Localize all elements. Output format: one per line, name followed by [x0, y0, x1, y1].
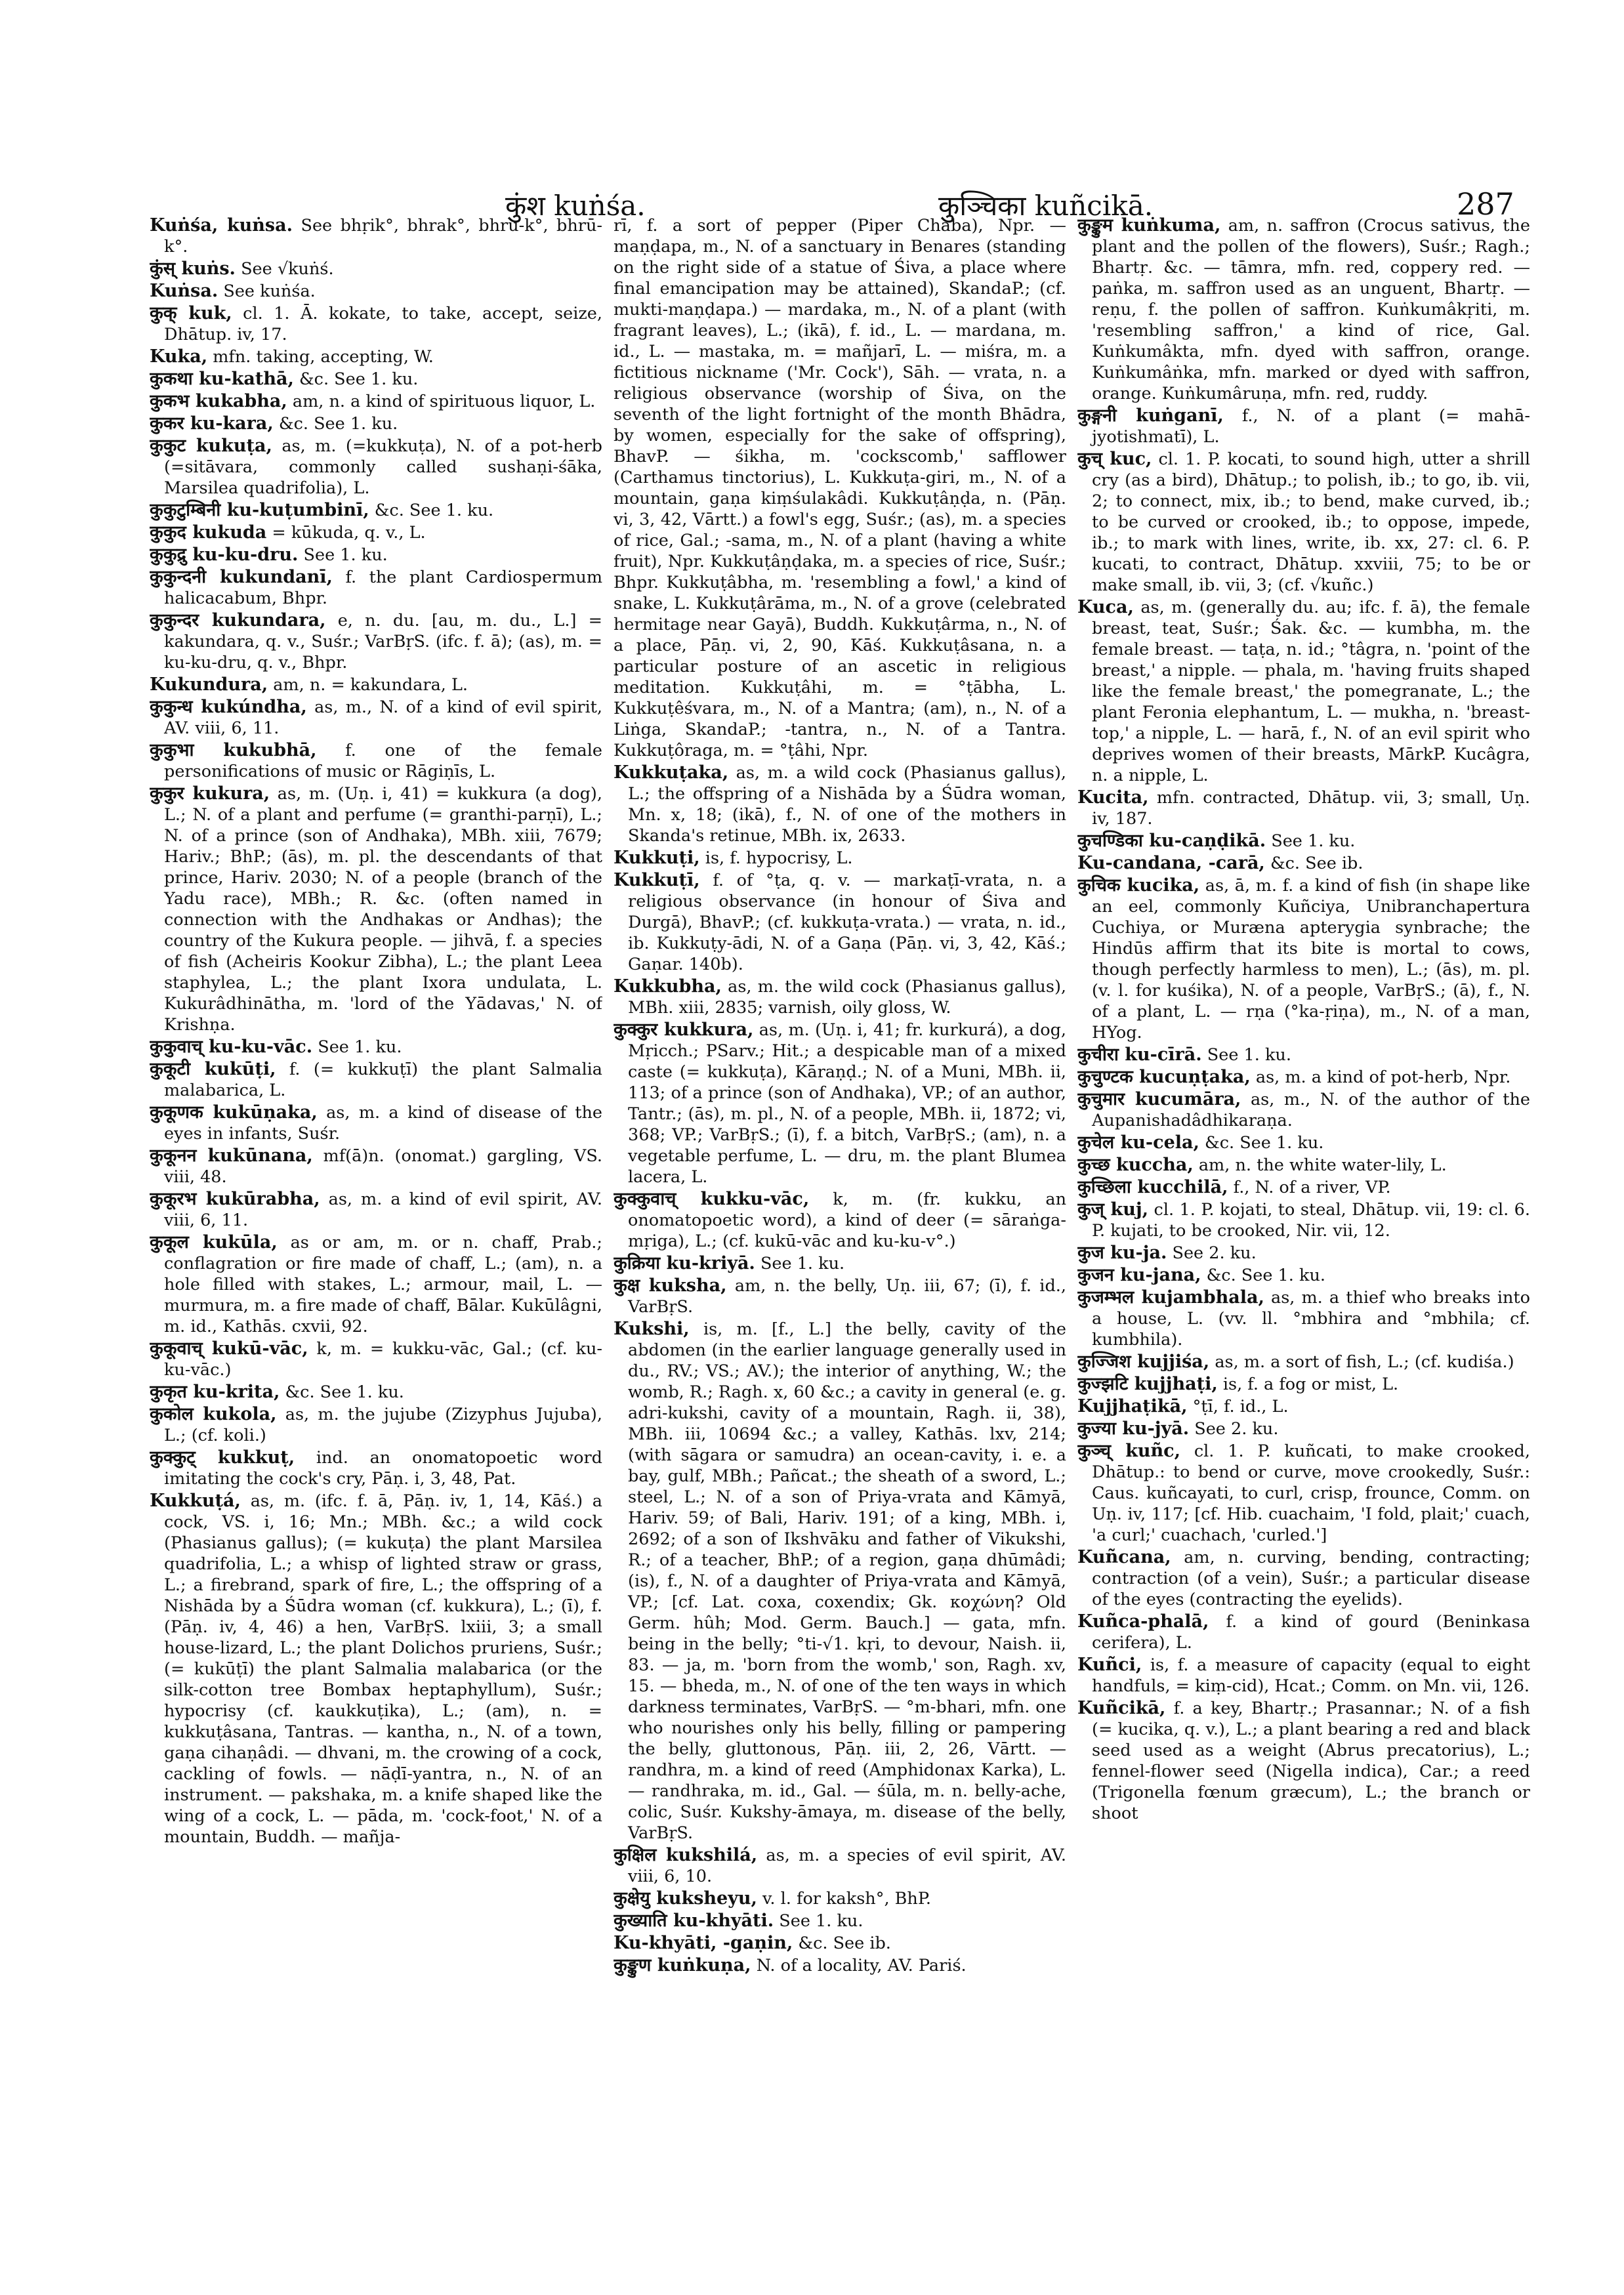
dictionary-entry: [1077, 1132, 1530, 1153]
entry-definition: N. of a locality, AV. Pariś.: [756, 1956, 967, 1975]
entry-definition: am, n. the belly, Uṇ. iii, 67; (ī), f. id., VarBṛS.: [628, 1276, 1066, 1317]
entry-headword: कुकृत ku-krita,: [150, 1382, 280, 1402]
dictionary-entry: [150, 281, 602, 302]
dictionary-entry: [150, 1189, 602, 1231]
entry-headword: कुकुट kukuṭa,: [150, 436, 272, 456]
dictionary-entry: [150, 258, 602, 279]
dictionary-entry: [1077, 1441, 1530, 1546]
dictionary-entry: [614, 1189, 1066, 1252]
entry-definition: as, m. a species of evil spirit, AV. viii, 6, 10.: [628, 1846, 1066, 1886]
dictionary-entry: [150, 697, 602, 739]
entry-definition: v. l. for kaksh°, BhP.: [762, 1889, 931, 1909]
entry-headword: कुचिक kucika,: [1077, 875, 1200, 896]
entry-definition: is, f. a measure of capacity (equal to eight handfuls, = kiṃ-cid), Hcat.; Comm. on Mn. vii, 126.: [1092, 1655, 1530, 1696]
dictionary-entry: [150, 1102, 602, 1144]
dictionary-entry: [614, 1911, 1066, 1932]
entry-headword: Kuñcikā,: [1077, 1698, 1166, 1718]
dictionary-entry: [1077, 597, 1530, 786]
dictionary-entry: [150, 567, 602, 609]
entry-definition: as, m. a sort of fish, L.; (cf. kudiśa.): [1215, 1352, 1514, 1372]
dictionary-entry: [150, 500, 602, 521]
entry-definition: f. the plant Cardiospermum halicacabum, Bhpr.: [164, 568, 602, 608]
dictionary-entry: [1077, 449, 1530, 596]
entry-definition: as, m. (generally du. au; ifc. f. ā), the female breast, teat, Suśr.; Śak. &c. — kumbha, m. the female breast. — taṭa, n. id.; °tâgra, n. 'point of the breast,' a nipple. — phala, m. 'having fruits shaped like the female breast,' the pomegranate, L.; the plant Feronia elephantum, L. — mukha, n. 'breast-top,' a nipple, L. — harā, f., N. of an evil spirit who deprives women of their breasts, MārkP. Kucâgra, n. a nipple, L.: [1092, 598, 1530, 785]
column-right: [1077, 215, 1530, 2269]
entry-headword: कुक्षिल kukshilá,: [614, 1845, 758, 1865]
entry-headword: कुकुद्रु ku-ku-dru.: [150, 545, 299, 565]
entry-headword: कुकुन्दर kukundara,: [150, 610, 326, 631]
entry-headword: कुक्कुर kukkura,: [614, 1020, 754, 1040]
entry-definition: cl. 1. P. kocati, to sound high, utter a shrill cry (as a bird), Dhātup.; to polish, ib.; to go, ib. vii, 2; to connect, mix, ib.; to bend, make curved, ib.; to be curved or crooked, ib.; to oppose, impede, ib.; to mark with lines, write, ib. xx, 27: cl. 6. P. kucati, to contract, Dhātup. xxviii, 75; to be or make small, ib. vii, 3; (cf. √kuñc.): [1092, 449, 1530, 595]
entry-definition: as, m. a thief who breaks into a house, L. (vv. ll. °mbhira and °mbhila; cf. kumbhila).: [1092, 1288, 1530, 1350]
entry-headword: कुक्कुवाच् kukku-vāc,: [614, 1189, 810, 1209]
entry-definition: is, f. hypocrisy, L.: [705, 848, 853, 868]
entry-definition: f. a kind of gourd (Beninkasa cerifera), L.: [1092, 1612, 1530, 1653]
entry-definition: ind. an onomatopoetic word imitating the cock's cry, Pāṇ. i, 3, 48, Pat.: [164, 1448, 602, 1489]
entry-definition: f. a key, Bhartṛ.; Prasannar.; N. of a fish (= kucika, q. v.), L.; a plant bearing a red and black seed used as a weight (Abrus precatorius), L.; fennel-flower seed (Nigella indica), Car.; a reed (Trigonella fœnum græcum), L.; the branch or shoot: [1092, 1699, 1530, 1823]
dictionary-entry: [614, 1933, 1066, 1954]
entry-headword: कुक्कुट् kukkuṭ,: [150, 1447, 295, 1468]
entry-headword: Kuca,: [1077, 597, 1134, 617]
entry-definition: &c. See 1. ku.: [1205, 1133, 1324, 1153]
entry-headword: कुकुभा kukubhā,: [150, 740, 317, 760]
entry-definition: See 2. ku.: [1194, 1419, 1279, 1439]
entry-definition: is, f. a fog or mist, L.: [1222, 1375, 1399, 1394]
entry-definition: °ṭī, f. id., L.: [1192, 1397, 1289, 1416]
dictionary-entry: [150, 1338, 602, 1380]
entry-definition: as, m. (ifc. f. ā, Pāṇ. iv, 1, 14, Kāś.) a cock, VS. i, 16; Mn.; MBh. &c.; a wild cock (Phasianus gallus); (= kukuṭa) the plant Marsilea quadrifolia, L.; a whisp of lighted straw or grass, L.; a firebrand, spark of fire, L.; the offspring of a Nishāda by a Śūdra woman (cf. kukkura), L.; (ī), f. (Pāṇ. iv, 4, 46) a hen, VarBṛS. lxiii, 3; a small house-lizard, L.; the plant Dolichos pruriens, Suśr.; (= kukūṭī) the plant Salmalia malabarica (or the silk-cotton tree Bombax heptaphyllum), Suśr.; hypocrisy (cf. kaukkuṭika), L.; (am), n. = kukkuṭâsana, Tantras. — kantha, n., N. of a town, gaṇa cihaṇâdi. — dhvani, m. the crowing of a cock, cackling of fowls. — nāḍī-yantra, n., N. of an instrument. — pakshaka, m. a knife shaped like the wing of a cock, L. — pāda, m. 'cock-foot,' N. of a mountain, Buddh. — mañja-: [164, 1491, 602, 1847]
entry-headword: कुकूटी kukūṭi,: [150, 1059, 276, 1079]
entry-definition: &c. See 1. ku.: [285, 1382, 404, 1402]
entry-headword: कुञ्च् kuñc,: [1077, 1441, 1180, 1461]
entry-definition: &c. See 1. ku.: [1206, 1266, 1325, 1285]
entry-headword: कुकर ku-kara,: [150, 413, 274, 434]
dictionary-entry: [1077, 1044, 1530, 1065]
dictionary-entry: [150, 740, 602, 782]
entry-definition: mfn. taking, accepting, W.: [213, 347, 434, 367]
entry-definition: See bhṛik°, bhrak°, bhru-k°, bhrū-k°.: [164, 216, 602, 257]
entry-headword: Kukshi,: [614, 1319, 690, 1339]
entry-headword: Kukkuṭi,: [614, 848, 700, 868]
dictionary-entry: [1077, 1155, 1530, 1176]
entry-definition: as, m. a kind of disease of the eyes in infants, Suśr.: [164, 1103, 602, 1144]
dictionary-entry: [1077, 405, 1530, 447]
entry-definition: as, m. a kind of evil spirit, AV. viii, 6, 11.: [164, 1189, 602, 1230]
entry-definition: &c. See 1. ku.: [374, 501, 494, 520]
entry-definition: e, n. du. [au, m. du., L.] = kakundara, q. v., Suśr.; VarBṛS. (ifc. f. ā); (as), m. = ku-ku-dru, q. v., Bhpr.: [164, 611, 602, 672]
entry-headword: कुख्याति ku-khyāti.: [614, 1911, 774, 1931]
entry-headword: Kuñca-phalā,: [1077, 1611, 1209, 1632]
entry-headword: कुचेल ku-cela,: [1077, 1132, 1199, 1153]
entry-definition: k, m. = kukku-vāc, Gal.; (cf. ku-ku-vāc.): [164, 1339, 602, 1380]
entry-definition: &c. See ib.: [1270, 854, 1364, 873]
entry-definition: as, m. (=kukkuṭa), N. of a pot-herb (=sitāvara, commonly called sushaṇi-śāka, Marsilea quadrifolia), L.: [164, 436, 602, 498]
dictionary-entry: [150, 610, 602, 673]
dictionary-entry: [614, 762, 1066, 846]
entry-headword: Ku-khyāti, -gaṇin,: [614, 1933, 793, 1953]
dictionary-entry: [614, 1955, 1066, 1976]
entry-headword: कुङ्कुम kuṅkuma,: [1077, 215, 1221, 236]
entry-headword: कुचीरा ku-cīrā.: [1077, 1044, 1202, 1065]
dictionary-entry: [150, 413, 602, 434]
dictionary-entry: [1077, 1265, 1530, 1286]
entry-headword: कुचुमार kucumāra,: [1077, 1089, 1241, 1109]
entry-definition: mf(ā)n. (onomat.) gargling, VS. viii, 48.: [164, 1146, 602, 1187]
entry-definition: See √kuṅś.: [241, 259, 334, 279]
entry-headword: Kuṅśa, kuṅsa.: [150, 215, 293, 236]
dictionary-entry: [614, 870, 1066, 975]
dictionary-entry: [150, 346, 602, 367]
entry-headword: कुचण्डिका ku-caṇḍikā.: [1077, 831, 1266, 851]
dictionary-entry: [150, 436, 602, 499]
entry-definition: = kūkuda, q. v., L.: [272, 523, 426, 543]
dictionary-entry: [1077, 1418, 1530, 1439]
dictionary-entry: [1077, 831, 1530, 852]
dictionary-entry: [1077, 1547, 1530, 1610]
entry-definition: am, n. the white water-lily, L.: [1198, 1155, 1447, 1175]
entry-headword: कुङ्गनी kuṅganī,: [1077, 405, 1224, 426]
entry-headword: कुकुटुम्बिनी ku-kuṭumbinī,: [150, 500, 369, 520]
entry-headword: कुकोल kukola,: [150, 1404, 277, 1424]
dictionary-entry: [1077, 1611, 1530, 1653]
dictionary-entry: [150, 674, 602, 695]
entry-definition: rī, f. a sort of pepper (Piper Chaba), Npr. — maṇḍapa, m., N. of a sanctuary in Benares (standing on the right side of a statue of Śiva, a place where final emancipation may be attained), SkandaP.; (cf. mukti-maṇḍapa.) — mardaka, m., N. of a plant (with fragrant leaves), L.; (ikā), f. id., L. — mardana, m. id., L. — mastaka, m. = mañjarī, L. — miśra, m. a fictitious nickname ('Mr. Cock'), Sāh. — vrata, n. a religious observance (worship of Śiva, on the seventh of the light fortnight of the month Bhādra, by women, especially for the sake of offspring), BhavP. — śikha, m. 'cockscomb,' safflower (Carthamus tinctorius), L. Kukkuṭa-giri, m., N. of a mountain, gaṇa kiṃśulakâdi. Kukkuṭâṇḍa, n. (Pāṇ. vi, 3, 42, Vārtt.) a fowl's egg, Suśr.; (as), m. a species of rice, Gal.; -sama, m., N. of a plant (having a white fruit), Npr. Kukkuṭâṇḍaka, m. a species of rice, Suśr.; Bhpr. Kukkuṭâbha, m. 'resembling a fowl,' a kind of snake, L. Kukkuṭârāma, m., N. of a grove (celebrated hermitage near Gayā), Buddh. Kukkuṭârma, n., N. of a place, Pāṇ. vi, 2, 90, Kāś. Kukkuṭâsana, n. a particular posture of an ascetic in religious meditation. Kukkuṭâhi, m. = °ṭābha, L. Kukkuṭêśvara, m., N. of a Mantra; (am), n., N. of a Liṅga, SkandaP.; -tantra, n., N. of a Tantra. Kukkuṭôraga, m. = °ṭâhi, Npr.: [614, 216, 1066, 760]
entry-headword: Kuṅsa.: [150, 281, 219, 301]
entry-headword: कुंस् kuṅs.: [150, 258, 236, 279]
entry-definition: f. one of the female personifications of music or Rāgiṇīs, L.: [164, 741, 602, 781]
dictionary-entry: [614, 215, 1066, 761]
dictionary-entry: [150, 1382, 602, 1403]
entry-definition: cl. 1. P. kojati, to steal, Dhātup. vii, 19: cl. 6. P. kujati, to be crooked, Nir. vii, 12.: [1092, 1200, 1530, 1241]
dictionary-entry: [150, 1491, 602, 1848]
dictionary-entry: [1077, 1698, 1530, 1824]
dictionary-entry: [150, 1447, 602, 1489]
entry-headword: कुक्रिया ku-kriyā.: [614, 1253, 755, 1273]
entry-headword: Kukkuṭá,: [150, 1491, 241, 1511]
dictionary-entry: [614, 848, 1066, 869]
entry-headword: Kucita,: [1077, 787, 1149, 808]
entry-headword: कुकथा ku-kathā,: [150, 369, 294, 389]
entry-headword: कुज्झटि kujjhaṭi,: [1077, 1374, 1218, 1394]
entry-headword: Kuñcana,: [1077, 1547, 1171, 1567]
dictionary-entry: [1077, 1067, 1530, 1088]
dictionary-entry: [1077, 1177, 1530, 1198]
entry-definition: f. (= kukkuṭī) the plant Salmalia malabarica, L.: [164, 1060, 602, 1100]
dictionary-entry: [150, 303, 602, 345]
entry-definition: See kuṅśa.: [223, 281, 316, 301]
entry-headword: कुकुद kukuda: [150, 522, 267, 543]
dictionary-entry: [150, 1146, 602, 1188]
entry-definition: See 2. ku.: [1172, 1243, 1257, 1263]
entry-definition: See 1. ku.: [779, 1911, 864, 1931]
entry-headword: कुज्या ku-jyā.: [1077, 1418, 1190, 1439]
dictionary-entry: [1077, 1396, 1530, 1417]
entry-definition: f., N. of a plant (= mahā-jyotishmatī), L.: [1092, 406, 1530, 447]
entry-definition: See 1. ku.: [318, 1037, 402, 1057]
entry-definition: as, m. the jujube (Zizyphus Jujuba), L.; (cf. koli.): [164, 1405, 602, 1445]
entry-headword: कुचुण्टक kucuṇṭaka,: [1077, 1067, 1251, 1087]
entry-definition: &c. See 1. ku.: [278, 414, 398, 434]
dictionary-entry: [150, 1404, 602, 1446]
entry-definition: k, m. (fr. kukku, an onomatopoetic word), a kind of deer (= sāraṅga-mṛiga), L.; (cf. kukū-vāc and ku-ku-v°.): [628, 1189, 1066, 1251]
page-number: 287: [1457, 186, 1514, 222]
entry-headword: Ku-candana, -carā,: [1077, 853, 1265, 873]
dictionary-entry: [1077, 1243, 1530, 1264]
entry-headword: Kukkuṭaka,: [614, 762, 729, 783]
dictionary-entry: [150, 522, 602, 543]
dictionary-entry: [150, 545, 602, 566]
entry-headword: Kukundura,: [150, 674, 268, 695]
dictionary-entry: [1077, 1089, 1530, 1131]
dictionary-entry: [1077, 1199, 1530, 1241]
dictionary-entry: [614, 1020, 1066, 1188]
entry-headword: कुज ku-ja.: [1077, 1243, 1167, 1263]
entry-headword: कुक् kuk,: [150, 303, 232, 323]
column-left: [150, 215, 602, 2269]
entry-definition: as or am, m. or n. chaff, Prab.; conflagration or fire made of chaff, L.; (am), n. a hole filled with stakes, L.; armour, mail, L. — murmura, m. a fire made of chaff, Bālar. Kukūlâgni, m. id., Kathās. cxvii, 92.: [164, 1233, 602, 1336]
dictionary-entry: [150, 1059, 602, 1101]
dictionary-entry: [150, 783, 602, 1035]
entry-headword: कुकुन्दनी kukundanī,: [150, 567, 333, 587]
entry-headword: कुङ्कुण kuṅkuṇa,: [614, 1955, 751, 1975]
entry-headword: कुकुन्ध kukúndha,: [150, 697, 307, 717]
dictionary-entry: [150, 369, 602, 390]
entry-headword: कुजन ku-jana,: [1077, 1265, 1201, 1285]
entry-definition: f. of °ṭa, q. v. — markaṭī-vrata, n. a religious observance (in honour of Śiva and Durgā), BhavP.; (cf. kukkuṭa-vrata.) — vrata, n. id., ib. Kukkuṭy-ādi, N. of a Gaṇa (Pāṇ. vi, 3, 42, Kāś.; Gaṇar. 140b).: [628, 871, 1066, 974]
dictionary-entry: [1077, 875, 1530, 1043]
entry-headword: कुकूरभ kukūrabha,: [150, 1189, 320, 1209]
dictionary-entry: [614, 1319, 1066, 1844]
dictionary-entry: [614, 1845, 1066, 1887]
running-header-right: कुञ्चिका kuñcikā.: [938, 190, 1154, 222]
dictionary-entry: [150, 1232, 602, 1337]
entry-definition: am, n. = kakundara, L.: [273, 675, 468, 695]
entry-headword: कुज् kuj,: [1077, 1199, 1149, 1220]
dictionary-entry: [150, 215, 602, 257]
entry-definition: mfn. contracted, Dhātup. vii, 3; small, Uṇ. iv, 187.: [1092, 788, 1530, 829]
entry-headword: Kujjhaṭikā,: [1077, 1396, 1188, 1416]
entry-headword: कुकूनन kukūnana,: [150, 1146, 313, 1166]
dictionary-entry: [614, 1275, 1066, 1317]
dictionary-entry: [614, 976, 1066, 1018]
entry-headword: कुकूणक kukūṇaka,: [150, 1102, 318, 1123]
dictionary-entry: [1077, 1287, 1530, 1350]
dictionary-entry: [614, 1888, 1066, 1909]
dictionary-entry: [1077, 787, 1530, 829]
entry-headword: कुच् kuc,: [1077, 449, 1152, 469]
dictionary-entry: [150, 1037, 602, 1058]
entry-definition: is, m. [f., L.] the belly, cavity of the abdomen (in the earlier language generally used in du., RV.; VS.; AV.); the interior of anything, W.; the womb, R.; Ragh. x, 60 &c.; a cavity in general (e. g. adri-kukshi, cavity of a mountain, Ragh. ii, 38), MBh. iii, 10694 &c.; a valley, Kathās. lxv, 214; (with sāgara or samudra) an ocean-cavity, i. e. a bay, gulf, MBh.; Pañcat.; the sheath of a sword, L.; steel, L.; N. of a son of Priya-vrata and Kāmyā, Hariv. 59; of Bali, Hariv. 191; of a king, MBh. i, 2692; of a son of Ikshvāku and father of Vikukshi, R.; of a teacher, BhP.; of a region, gaṇa dhūmâdi; (is), f., N. of a daughter of Priya-vrata and Kāmyā, VP.; [cf. Lat. coxa, coxendix; Gk. κοχώνη? Old Germ. hûh; Mod. Germ. Bauch.] — gata, mfn. being in the belly; °ti-√1. kṛi, to devour, Naish. ii, 83. — ja, m. 'born from the womb,' son, Ragh. xv, 15. — bheda, m., N. of one of the ten ways in which darkness terminates, VarBṛS. — °m-bhari, mfn. one who nourishes only his belly, filling or pampering the belly, gluttonous, Pāṇ. iii, 2, 26, Vārtt. — randhra, m. a kind of reed (Amphidonax Karka), L. — randhraka, m. id., Gal. — śūla, m. n. belly-ache, colic, Suśr. Kukshy-āmaya, m. disease of the belly, VarBṛS.: [628, 1319, 1066, 1843]
entry-headword: Kukkubha,: [614, 976, 722, 997]
dictionary-entry: [1077, 1374, 1530, 1395]
entry-definition: am, n. curving, bending, contracting; contraction (of a vein), Suśr.; a particular disease of the eyes (contracting the eyelids).: [1092, 1548, 1530, 1609]
entry-definition: See 1. ku.: [303, 545, 388, 565]
entry-definition: as, m. a wild cock (Phasianus gallus), L.; the offspring of a Nishāda by a Śūdra woman, Mn. x, 18; (ikā), f., N. of one of the mothers in Skanda's retinue, MBh. ix, 2633.: [628, 763, 1066, 846]
dictionary-entry: [1077, 215, 1530, 404]
running-header-left: कुंश kuṅśa.: [505, 190, 646, 222]
dictionary-entry: [614, 1253, 1066, 1274]
entry-definition: cl. 1. Ā. kokate, to take, accept, seize, Dhātup. iv, 17.: [164, 304, 602, 344]
entry-definition: &c. See 1. ku.: [299, 369, 419, 389]
entry-definition: &c. See ib.: [798, 1933, 891, 1953]
entry-definition: am, n. a kind of spirituous liquor, L.: [292, 392, 596, 411]
entry-definition: as, m., N. of the author of the Aupanishadâdhikaraṇa.: [1092, 1090, 1530, 1130]
entry-definition: as, m. (Uṇ. i, 41) = kukkura (a dog), L.; N. of a plant and perfume (= granthi-parṇī), L.; N. of a prince (son of Andhaka), MBh. xiii, 7679; Hariv.; BhP.; (ās), m. pl. the descendants of that prince, Hariv. 2030; N. of a people (branch of the Yadu race), MBh.; R. &c. (often named in connection with the Andhakas or Andhas); the country of the Kukura people. — jihvā, f. a species of fish (Acheiris Kookur Zibha), L.; the plant Leea staphylea, L.; the plant Ixora undulata, L. Kukurâdhinātha, m. 'lord of the Yādavas,' N. of Krishṇa.: [164, 784, 602, 1035]
entry-headword: कुकभ kukabha,: [150, 391, 287, 411]
entry-definition: See 1. ku.: [1271, 831, 1356, 851]
entry-definition: See 1. ku.: [1207, 1045, 1291, 1065]
entry-headword: Kuka,: [150, 346, 208, 367]
entry-headword: Kukkuṭī,: [614, 870, 700, 890]
dictionary-entry: [1077, 1655, 1530, 1697]
entry-definition: as, m. a kind of pot-herb, Npr.: [1255, 1067, 1511, 1087]
entry-definition: cl. 1. P. kuñcati, to make crooked, Dhātup.: to bend or curve, move crookedly, Suśr.: Caus. kuñcayati, to curl, crisp, frounce, Comm. on Uṇ. iv, 117; [cf. Hib. cuachaim, 'I fold, plait;' cuach, 'a curl;' cuachach, 'curled.']: [1092, 1441, 1530, 1545]
entry-headword: कुच्छिला kucchilā,: [1077, 1177, 1228, 1197]
entry-definition: as, m. the wild cock (Phasianus gallus), MBh. xiii, 2835; varnish, oily gloss, W.: [628, 977, 1066, 1018]
entry-definition: See 1. ku.: [760, 1254, 845, 1273]
entry-definition: as, ā, m. f. a kind of fish (in shape like an eel, commonly Kuñciya, Unibranchapertura Cuchiya, or Muræna apterygia synbrache; the Hindūs affirm that its bite is mortal to cows, though perfectly harmless to men), L.; (ās), m. pl. (v. l. for kuśika), N. of a people, VarBṛS.; (ā), f., N. of a plant, L. — rṇa (°ka-ṛiṇa), m., N. of a man, HYog.: [1092, 876, 1530, 1043]
entry-headword: कुकूवाच् kukū-vāc,: [150, 1338, 308, 1359]
entry-headword: कुजम्भल kujambhala,: [1077, 1287, 1264, 1308]
entry-headword: कुकूल kukūla,: [150, 1232, 278, 1252]
entry-definition: as, m. (Uṇ. i, 41; fr. kurkurá), a dog, Mṛicch.; PSarv.; Hit.; a despicable man of a mixed caste (= kukkuṭa), Kāraṇḍ.; N. of a Muni, MBh. ii, 113; of a prince (son of Andhaka), VP.; of an author, Tantr.; (ās), m. pl., N. of a people, MBh. ii, 1872; vi, 368; VP.; VarBṛS.; (ī), f. a bitch, VarBṛS.; (am), n. a vegetable perfume, L. — dru, m. the plant Blumea lacera, L.: [628, 1020, 1066, 1187]
entry-headword: Kuñci,: [1077, 1655, 1142, 1675]
column-middle: [614, 215, 1066, 2269]
entry-headword: कुच्छ kuccha,: [1077, 1155, 1194, 1175]
entry-headword: कुकुवाच् ku-ku-vāc.: [150, 1037, 313, 1057]
dictionary-entry: [1077, 853, 1530, 874]
entry-headword: कुक्षेयु kuksheyu,: [614, 1888, 757, 1909]
entry-definition: f., N. of a river, VP.: [1233, 1178, 1391, 1197]
entry-definition: as, m., N. of a kind of evil spirit, AV. viii, 6, 11.: [164, 697, 602, 738]
dictionary-entry: [1077, 1352, 1530, 1373]
entry-headword: कुज्जिश kujjiśa,: [1077, 1352, 1210, 1372]
entry-definition: am, n. saffron (Crocus sativus, the plant and the pollen of the flowers), Suśr.; Ragh.; Bhartṛ. &c. — tāmra, mfn. red, coppery red. — paṅka, m. saffron used as an unguent, Bhartṛ. — reṇu, f. the pollen of saffron. Kuṅkumâkṛiti, m. 'resembling saffron,' a kind of rice, Gal. Kuṅkumâkta, mfn. dyed with saffron, orange. Kuṅkumâṅka, mfn. marked or dyed with saffron, orange. Kuṅkumâruṇa, mfn. red, ruddy.: [1092, 216, 1530, 403]
entry-headword: कुकुर kukura,: [150, 783, 270, 804]
entry-headword: कुक्ष kuksha,: [614, 1275, 727, 1296]
dictionary-entry: [150, 391, 602, 412]
